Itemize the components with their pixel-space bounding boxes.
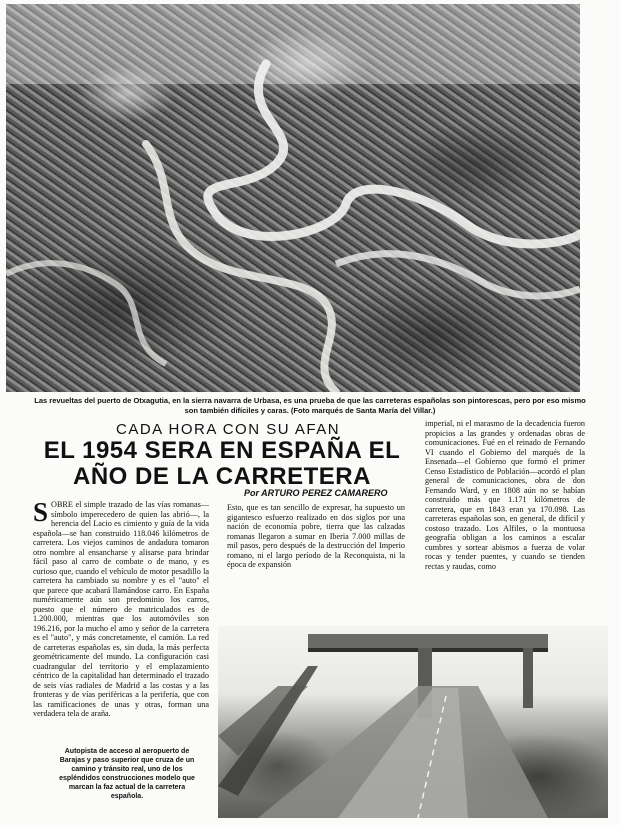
byline: Por ARTURO PEREZ CAMARERO: [244, 488, 388, 498]
headline: EL 1954 SERA EN ESPAÑA EL AÑO DE LA CARRETERA: [43, 437, 401, 490]
photo-bottom-caption: Autopista de acceso al aeropuerto de Barajas y paso superior que cruza de un camino y tránsito real, uno de los espléndidos construcciones modelo que marcan la faz actual de la carretera española.: [59, 748, 195, 800]
drop-cap: S: [33, 497, 49, 527]
article-column-2: [227, 503, 405, 570]
article-column-1: [33, 497, 209, 719]
column-3-text: imperial, ni el marasmo de la decadencia fueron propicios a las grandes y ordenadas obras de comunicaciones. Fué en el reinado de Fernando VI cuando el Gobierno del marqués de la Ensenada—el Gobierno que formó el primer Censo Estadístico de Población—acordó el plan general de comunicaciones, obra de don Fernando Ward, y en 1808 aún no se habían construido más que 1.171 kilómetros de carretera, que en 1843 eran ya 170.098. Las carreteras españolas son, en general, de difícil y costoso trazado. Los Alfiles, o la montuosa geografía obligan a los caminos a escalar cumbres y sortear abismos a fuerza de volar rocas y tender puentes, y cuando se tienden rectas y raudas, como: [425, 419, 585, 571]
motorway-overpass-photo: [218, 626, 608, 818]
overpass-illustration: [218, 626, 608, 818]
photo-top-caption: Las revueltas del puerto de Otxagutia, en la sierra navarra de Urbasa, es una prueba de que las carreteras españolas son pintorescas, pero por eso mismo son también difíciles y caras. (Foto marqués de Santa María del Villar.): [34, 396, 586, 415]
kicker: CADA HORA CON SU AFAN: [116, 421, 341, 438]
mountain-road-illustration: [6, 4, 580, 392]
article-column-3: [425, 419, 585, 571]
mountain-road-photo: [6, 4, 580, 392]
column-1-text: OBRE el simple trazado de las vías romanas—símbolo imperecedero de quien las abrió—, la herencia del Lacio es cimiento y guía de la vida española—se han construido 118.046 kilómetros de carretera. Los viejos caminos de andadura tomaron otro nombre al ensancharse y alisarse para brindar fácil paso al carro de combate o de mano, y es curioso que, cuando el vehículo de motor pesadillo la carretera ha cambiado su nombre y es el "auto" el que parece que acabará llamándose carro. En España numéricamente aún son predominio los carros, puesto que el número de matriculados es de 1.200.000, mientras que los automóviles son 196.216, por la mucho el amo y señor de la carretera es el "auto", y más concretamente, el camión. La red de carreteras españolas es, sin duda, la más perfecta geométricamente del mundo. La configuración casi cuadrangular del territorio y el emplazamiento céntrico de la capitalidad han determinado el trazado de seis vías radiales de Madrid a las costas y a las fronteras y de vías periféricas a la periferia, que con las ramificaciones de unas y otras, forman una verdadera tela de araña.: [33, 500, 209, 718]
column-2-text: Esto, que es tan sencillo de expresar, ha supuesto un gigantesco esfuerzo realizado en dos siglos por una nación de economía pobre, tierra que las calzadas romanas llegaron a sumar en Iberia 7.000 millas de mil pasos, pero después de la destrucción del Imperio romano, ni el largo período de la Reconquista, ni la época de expansión: [227, 503, 405, 569]
